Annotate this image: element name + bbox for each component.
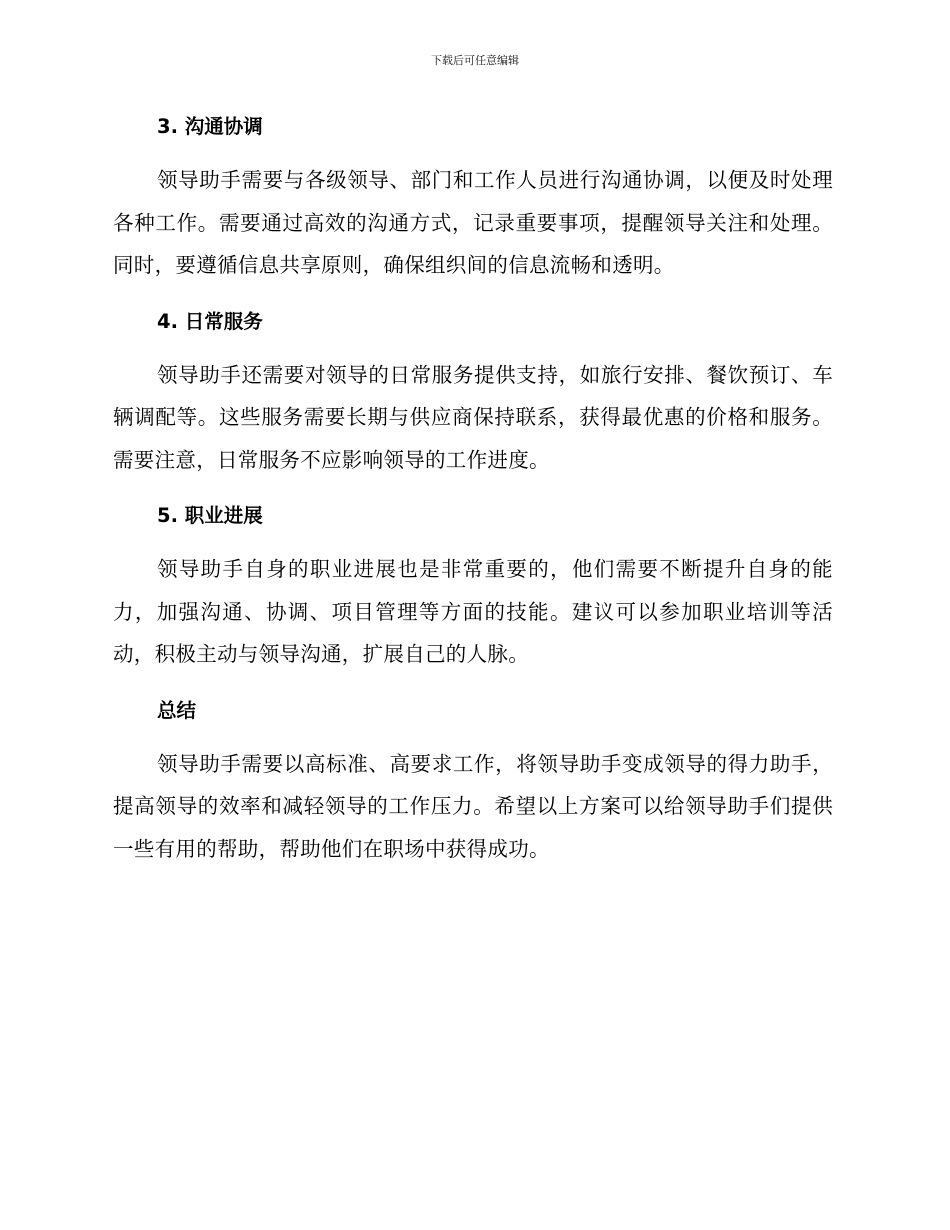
- page-header-note: 下载后可任意编辑: [431, 54, 519, 67]
- section-heading-daily-service: 4. 日常服务: [157, 309, 263, 333]
- document-body: [113, 110, 833, 870]
- section-heading-communication: 3. 沟通协调: [157, 115, 263, 138]
- section-heading-summary: 总结: [157, 698, 197, 722]
- section-paragraph-communication: 领导助手需要与各级领导、部门和工作人员进行沟通协调，以便及时处理各种工作。需要通过高效的沟通方式，记录重要事项，提醒领导关注和处理。同时，要遵循信息共享原则，确保组织间的信息流畅和透明。: [113, 168, 833, 277]
- section-paragraph-summary: 领导助手需要以高标准、高要求工作，将领导助手变成领导的得力助手，提高领导的效率和减轻领导的工作压力。希望以上方案可以给领导助手们提供一些有用的帮助，帮助他们在职场中获得成功。: [113, 751, 833, 861]
- section-paragraph-daily-service: 领导助手还需要对领导的日常服务提供支持，如旅行安排、餐饮预订、车辆调配等。这些服务需要长期与供应商保持联系，获得最优惠的价格和服务。需要注意，日常服务不应影响领导的工作进度。: [113, 362, 833, 472]
- section-heading-career-progress: 5. 职业进展: [157, 504, 263, 527]
- section-paragraph-career-progress: 领导助手自身的职业进展也是非常重要的，他们需要不断提升自身的能力，加强沟通、协调、项目管理等方面的技能。建议可以参加职业培训等活动，积极主动与领导沟通，扩展自己的人脉。: [113, 557, 833, 666]
